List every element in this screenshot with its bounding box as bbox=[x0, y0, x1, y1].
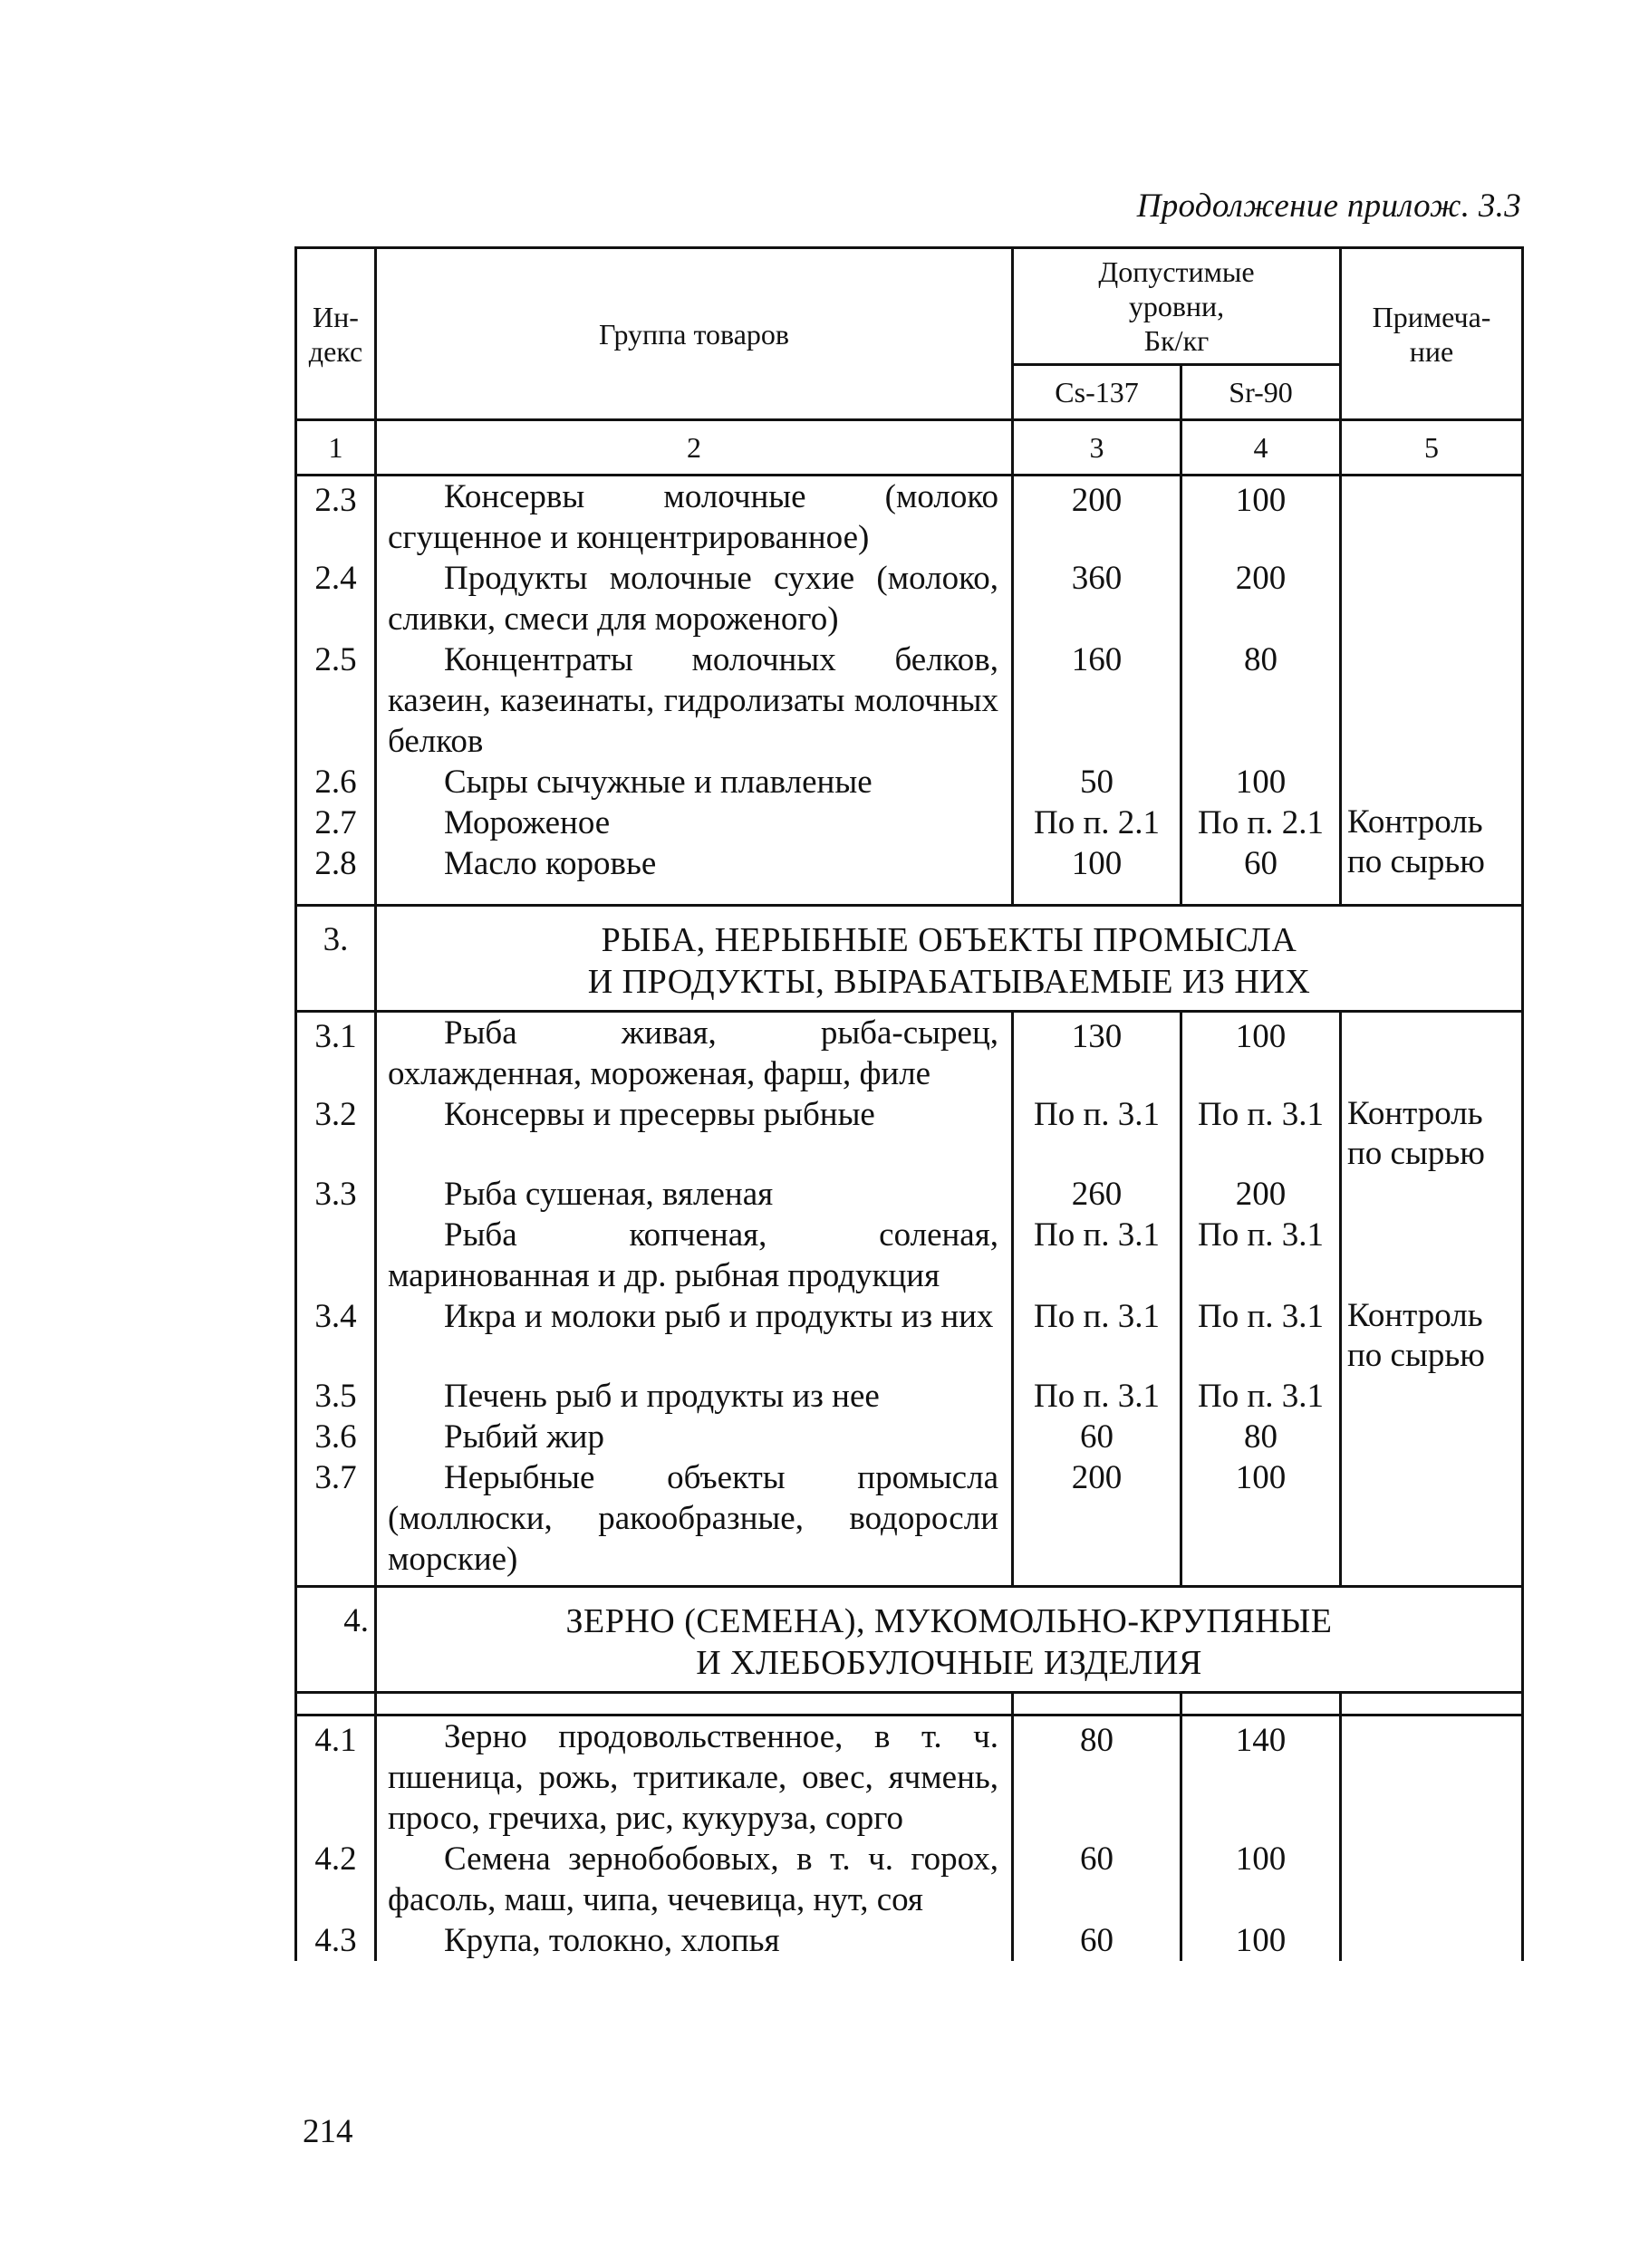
row-sr: 140 bbox=[1181, 1715, 1341, 1840]
table-row bbox=[296, 558, 1523, 639]
row-name: Рыба живая, рыба-сырец, охлажденная, мороженая, фарш, филе bbox=[376, 1012, 1013, 1095]
row-index: 2.5 bbox=[296, 639, 376, 762]
row-sr: 100 bbox=[1181, 1457, 1341, 1587]
header-levels: Допустимые уровни, Бк/кг bbox=[1013, 248, 1341, 365]
row-name: Рыба сушеная, вяленая bbox=[376, 1174, 1013, 1215]
row-cs: 80 bbox=[1013, 1715, 1181, 1840]
row-index: 4.1 bbox=[296, 1715, 376, 1840]
row-note bbox=[1341, 1715, 1523, 1840]
row-cs: 60 bbox=[1013, 1920, 1181, 1961]
row-cs: По п. 3.1 bbox=[1013, 1296, 1181, 1376]
header-cs: Cs-137 bbox=[1013, 365, 1181, 420]
row-name: Масло коровье bbox=[376, 843, 1013, 884]
section-index: 4. bbox=[296, 1587, 376, 1693]
row-index: 2.8 bbox=[296, 843, 376, 884]
table-row bbox=[296, 1094, 1523, 1174]
row-index: 2.4 bbox=[296, 558, 376, 639]
row-name: Консервы и пресервы рыбные bbox=[376, 1094, 1013, 1174]
row-cs: 50 bbox=[1013, 762, 1181, 802]
row-note bbox=[1341, 1417, 1523, 1457]
row-note bbox=[1341, 1376, 1523, 1417]
row-name: Печень рыб и продукты из нее bbox=[376, 1376, 1013, 1417]
table-row bbox=[296, 1215, 1523, 1296]
section-title: ЗЕРНО (СЕМЕНА), МУКОМОЛЬНО-КРУПЯНЫЕ И ХЛЕБОБУЛОЧНЫЕ ИЗДЕЛИЯ bbox=[376, 1587, 1523, 1693]
table-row bbox=[296, 476, 1523, 559]
row-index: 4.3 bbox=[296, 1920, 376, 1961]
row-sr: По п. 3.1 bbox=[1181, 1296, 1341, 1376]
row-name: Икра и молоки рыб и продукты из них bbox=[376, 1296, 1013, 1376]
row-index: 3.4 bbox=[296, 1296, 376, 1376]
continuation-title: Продолжение прилож. 3.3 bbox=[1136, 187, 1521, 225]
row-cs: 200 bbox=[1013, 476, 1181, 559]
row-sr: По п. 2.1 bbox=[1181, 802, 1341, 843]
section-heading bbox=[296, 906, 1523, 1012]
row-sr: 200 bbox=[1181, 1174, 1341, 1215]
row-cs: 130 bbox=[1013, 1012, 1181, 1095]
table-row bbox=[296, 1920, 1523, 1961]
row-name: Зерно продовольственное, в т. ч. пшеница, рожь, тритикале, овес, ячмень, просо, гречиха, рис, кукуруза, сорго bbox=[376, 1715, 1013, 1840]
row-index bbox=[296, 1215, 376, 1296]
row-index: 3.5 bbox=[296, 1376, 376, 1417]
col-number: 5 bbox=[1341, 420, 1523, 476]
row-note: Контроль по сырью bbox=[1341, 1094, 1523, 1174]
table-row bbox=[296, 1715, 1523, 1840]
row-cs: 160 bbox=[1013, 639, 1181, 762]
row-note bbox=[1341, 1839, 1523, 1920]
section-index: 3. bbox=[296, 906, 376, 1012]
row-note: Контроль по сырью bbox=[1341, 1296, 1523, 1376]
row-note bbox=[1341, 1920, 1523, 1961]
row-note bbox=[1341, 476, 1523, 559]
row-sr: 80 bbox=[1181, 639, 1341, 762]
table-row bbox=[296, 1417, 1523, 1457]
row-sr: 100 bbox=[1181, 1839, 1341, 1920]
row-sr: По п. 3.1 bbox=[1181, 1376, 1341, 1417]
table-row bbox=[296, 1174, 1523, 1215]
radionuclide-limits-table bbox=[294, 246, 1524, 1961]
row-index: 2.6 bbox=[296, 762, 376, 802]
row-sr: 200 bbox=[1181, 558, 1341, 639]
row-sr: 100 bbox=[1181, 1012, 1341, 1095]
row-name: Сыры сычужные и плавленые bbox=[376, 762, 1013, 802]
row-note bbox=[1341, 558, 1523, 639]
table-row bbox=[296, 639, 1523, 762]
row-sr: 100 bbox=[1181, 476, 1341, 559]
col-number: 2 bbox=[376, 420, 1013, 476]
row-name: Продукты молочные сухие (молоко, сливки, смеси для мороженого) bbox=[376, 558, 1013, 639]
row-name: Мороженое bbox=[376, 802, 1013, 843]
row-name: Нерыбные объекты промысла (моллюски, ракообразные, водоросли морские) bbox=[376, 1457, 1013, 1587]
table-row bbox=[296, 1839, 1523, 1920]
row-sr: 80 bbox=[1181, 1417, 1341, 1457]
row-cs: По п. 2.1 bbox=[1013, 802, 1181, 843]
row-cs: 60 bbox=[1013, 1417, 1181, 1457]
row-index: 3.2 bbox=[296, 1094, 376, 1174]
row-sr: 100 bbox=[1181, 1920, 1341, 1961]
row-note bbox=[1341, 1457, 1523, 1587]
row-name: Концентраты молочных белков, казеин, казеинаты, гидролизаты молочных белков bbox=[376, 639, 1013, 762]
row-sr: 100 bbox=[1181, 762, 1341, 802]
row-cs: По п. 3.1 bbox=[1013, 1094, 1181, 1174]
header-index: Ин- декс bbox=[296, 248, 376, 420]
row-cs: 200 bbox=[1013, 1457, 1181, 1587]
col-number: 1 bbox=[296, 420, 376, 476]
row-sr: По п. 3.1 bbox=[1181, 1094, 1341, 1174]
table-row bbox=[296, 762, 1523, 802]
col-number: 4 bbox=[1181, 420, 1341, 476]
row-name: Семена зернобобовых, в т. ч. горох, фасоль, маш, чипа, чечевица, нут, соя bbox=[376, 1839, 1013, 1920]
row-note bbox=[1341, 1215, 1523, 1296]
table-row bbox=[296, 1376, 1523, 1417]
row-index: 3.7 bbox=[296, 1457, 376, 1587]
table-row bbox=[296, 1012, 1523, 1095]
row-index: 3.6 bbox=[296, 1417, 376, 1457]
row-cs: 60 bbox=[1013, 1839, 1181, 1920]
row-note: Контроль по сырью bbox=[1341, 762, 1523, 884]
table-row bbox=[296, 1296, 1523, 1376]
table-row bbox=[296, 1457, 1523, 1587]
row-name: Крупа, толокно, хлопья bbox=[376, 1920, 1013, 1961]
row-index: 4.2 bbox=[296, 1839, 376, 1920]
table-row bbox=[296, 843, 1523, 884]
row-cs: 100 bbox=[1013, 843, 1181, 884]
row-note bbox=[1341, 639, 1523, 762]
page-number: 214 bbox=[303, 2113, 353, 2150]
row-name: Рыба копченая, соленая, маринованная и др. рыбная продукция bbox=[376, 1215, 1013, 1296]
row-sr: 60 bbox=[1181, 843, 1341, 884]
col-number: 3 bbox=[1013, 420, 1181, 476]
table-row bbox=[296, 802, 1523, 843]
header-group: Группа товаров bbox=[376, 248, 1013, 420]
row-cs: 260 bbox=[1013, 1174, 1181, 1215]
row-index: 3.1 bbox=[296, 1012, 376, 1095]
row-name: Консервы молочные (молоко сгущенное и концентрированное) bbox=[376, 476, 1013, 559]
row-note bbox=[1341, 1012, 1523, 1095]
row-index: 2.7 bbox=[296, 802, 376, 843]
row-sr: По п. 3.1 bbox=[1181, 1215, 1341, 1296]
row-cs: По п. 3.1 bbox=[1013, 1376, 1181, 1417]
section-heading bbox=[296, 1587, 1523, 1693]
row-name: Рыбий жир bbox=[376, 1417, 1013, 1457]
row-index: 3.3 bbox=[296, 1174, 376, 1215]
header-sr: Sr-90 bbox=[1181, 365, 1341, 420]
row-cs: По п. 3.1 bbox=[1013, 1215, 1181, 1296]
row-cs: 360 bbox=[1013, 558, 1181, 639]
header-note: Примеча- ние bbox=[1341, 248, 1523, 420]
row-index: 2.3 bbox=[296, 476, 376, 559]
section-title: РЫБА, НЕРЫБНЫЕ ОБЪЕКТЫ ПРОМЫСЛА И ПРОДУКТЫ, ВЫРАБАТЫВАЕМЫЕ ИЗ НИХ bbox=[376, 906, 1523, 1012]
row-note bbox=[1341, 1174, 1523, 1215]
